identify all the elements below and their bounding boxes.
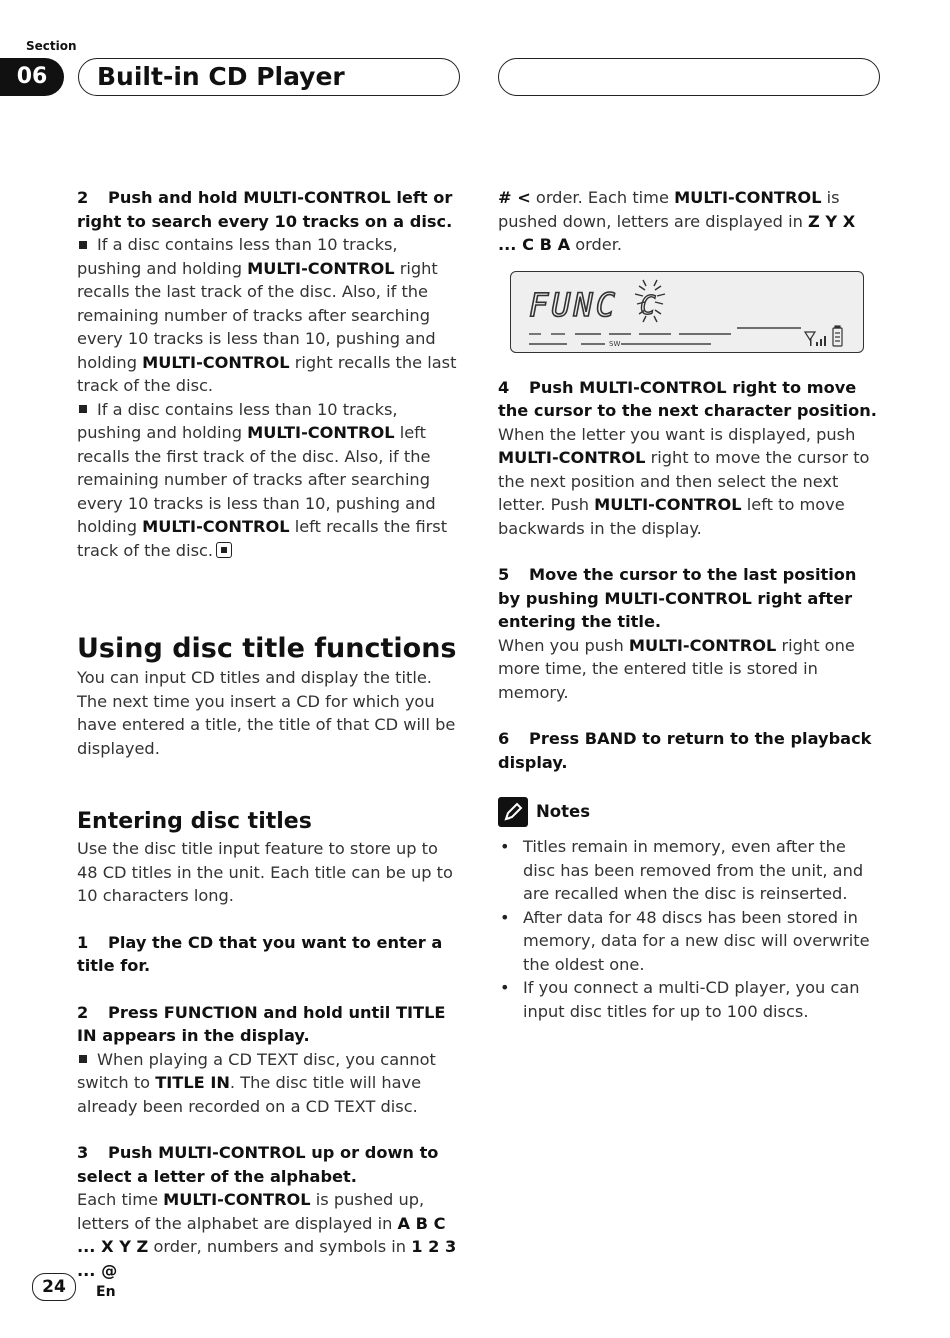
left-column xyxy=(77,186,461,1282)
square-bullet-icon xyxy=(79,241,87,249)
end-of-section-icon xyxy=(216,542,232,558)
notes-header xyxy=(498,797,878,827)
note-item: • After data for 48 discs has been stored in memory, data for a new disc will overwrite the oldest one. xyxy=(498,906,878,977)
square-bullet-icon xyxy=(79,1055,87,1063)
chapter-title: Built-in CD Player xyxy=(97,62,345,91)
lcd-sw-label: SW xyxy=(609,339,621,348)
note-item: • If you connect a multi-CD player, you can input disc titles for up to 100 discs. xyxy=(498,976,878,1023)
chapter-title-box xyxy=(78,58,460,96)
bullet-first-track: If a disc contains less than 10 tracks, pushing and holding MULTI-CONTROL left recalls the first track of the disc. Also, if the remaining number of tracks after searching every 10 tracks is less than 10, pushing and holding MULTI-CONTROL left recalls the first track of the disc. xyxy=(77,399,448,560)
section-intro: You can input CD titles and display the title. The next time you insert a CD for which you have entered a title, the title of that CD will be displayed. xyxy=(77,668,456,758)
step-4-move-cursor: 4 Push MULTI-CONTROL right to move the cursor to the next character position. xyxy=(498,377,877,420)
bullet-last-track: If a disc contains less than 10 tracks, pushing and holding MULTI-CONTROL right recalls the last track of the disc. Also, if the remaining number of tracks after searching every 10 tracks is less than 10, pushing and holding MULTI-CONTROL right recalls the last track of the disc. xyxy=(77,235,457,395)
right-column xyxy=(498,186,878,1023)
step-4-body: When the letter you want is displayed, push MULTI-CONTROL right to move the cursor to the next position and then select the next letter. Push MULTI-CONTROL left to move backwards in the display. xyxy=(498,424,870,538)
step-2-search-tracks xyxy=(77,186,461,233)
pencil-note-icon xyxy=(498,797,528,827)
language-label: En xyxy=(96,1284,116,1300)
section-label: Section xyxy=(26,39,77,53)
section-number-badge: 06 xyxy=(0,58,64,96)
step-5-store-title: 5 Move the cursor to the last position by pushing MULTI-CONTROL right after entering the title. xyxy=(498,565,857,631)
step-1-play-cd: 1 Play the CD that you want to enter a title for. xyxy=(77,932,443,975)
lcd-display-illustration xyxy=(510,271,864,353)
cd-text-note: When playing a CD TEXT disc, you cannot switch to TITLE IN. The disc title will have already been recorded on a CD TEXT disc. xyxy=(77,1049,436,1116)
step-2-press-function: 2 Press FUNCTION and hold until TITLE IN appears in the display. xyxy=(77,1002,446,1045)
note-item: • Titles remain in memory, even after the disc has been removed from the unit, and are recalled when the disc is reinserted. xyxy=(498,835,878,906)
page-number: 24 xyxy=(32,1273,76,1301)
lcd-screen-graphic xyxy=(511,272,863,352)
signal-strength-icon xyxy=(805,332,826,346)
battery-icon xyxy=(833,326,842,346)
lcd-segment-bar xyxy=(529,328,801,344)
square-bullet-icon xyxy=(79,405,87,413)
step-title: Push and hold MULTI-CONTROL left or right to search every 10 tracks on a disc. xyxy=(77,188,453,231)
lcd-cursor-char: C xyxy=(640,290,656,321)
step-3-select-letter: 3 Push MULTI-CONTROL up or down to select a letter of the alphabet. xyxy=(77,1143,439,1186)
lcd-func-text: FUNC xyxy=(529,285,619,324)
step-number: 2 xyxy=(77,188,89,207)
sub-heading: Entering disc titles xyxy=(77,809,312,834)
step-5-body: When you push MULTI-CONTROL right one more time, the entered title is stored in memory. xyxy=(498,635,855,702)
sub-intro: Use the disc title input feature to store up to 48 CD titles in the unit. Each title can be up to 10 characters long. xyxy=(77,839,453,905)
notes-list xyxy=(498,835,878,1023)
step-3-body: Each time MULTI-CONTROL is pushed up, letters of the alphabet are displayed in A B C ... X Y Z order, numbers and symbols in 1 2 3 ... @ xyxy=(77,1190,457,1280)
step-6-press-band: 6 Press BAND to return to the playback display. xyxy=(498,729,872,772)
section-heading: Using disc title functions xyxy=(77,633,457,664)
notes-title: Notes xyxy=(536,802,591,822)
step-3-continued: # < order. Each time MULTI-CONTROL is pushed down, letters are displayed in Z Y X ... C B A order. xyxy=(498,188,856,254)
header-empty-box xyxy=(498,58,880,96)
